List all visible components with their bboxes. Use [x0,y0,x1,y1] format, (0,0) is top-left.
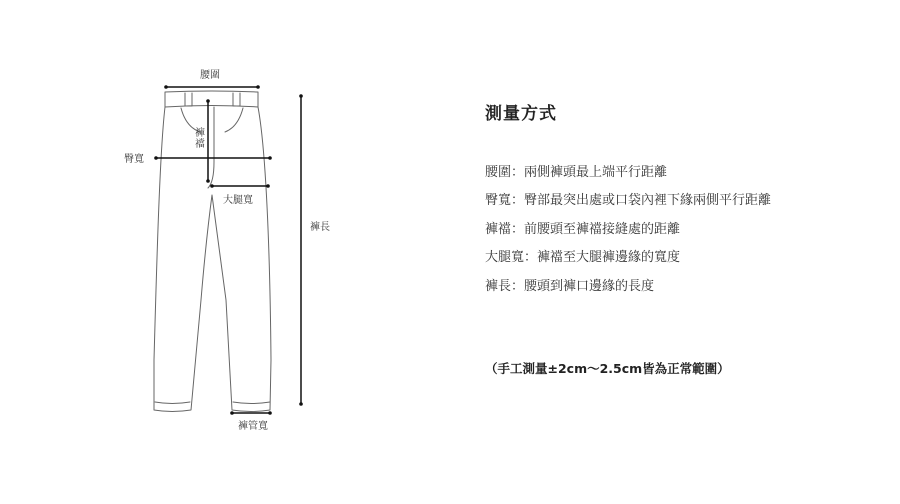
guide-title: 測量方式 [485,104,557,124]
label-hip: 臀寬 [124,154,144,165]
definition-thigh: 大腿寬：褲襠至大腿褲邊緣的寬度 [485,250,681,265]
waistband-outline [165,91,258,107]
waist-endpoint-left [164,85,168,89]
hem-endpoint-left [230,411,234,415]
length-endpoint-top [299,94,303,98]
front-pocket-right [225,108,243,132]
thigh-endpoint-left [210,184,214,188]
definition-rise: 褲襠：前腰頭至褲襠接縫處的距離 [485,222,681,237]
waist-endpoint-right [256,85,260,89]
measurement-guide-panel [485,0,885,500]
label-length: 褲長 [310,222,330,233]
label-hem: 褲管寬 [238,421,268,432]
tolerance-note: （手工測量±2cm～2.5cm皆為正常範圍） [485,361,730,376]
label-waist: 腰圍 [200,70,220,81]
hip-endpoint-left [154,156,158,160]
hip-endpoint-right [268,156,272,160]
length-endpoint-bottom [299,402,303,406]
label-thigh: 大腿寬 [223,195,253,206]
pants-outline [154,107,271,412]
hem-cuff-left [155,402,190,404]
definition-length: 褲長：腰頭到褲口邊緣的長度 [485,279,655,294]
fly-seam [208,107,214,188]
belt-loop-left [185,93,192,106]
thigh-endpoint-right [266,184,270,188]
rise-endpoint-bottom [206,179,210,183]
rise-endpoint-top [206,99,210,103]
belt-loop-right [233,93,240,106]
definition-hip: 臀寬：臀部最突出處或口袋內裡下緣兩側平行距離 [485,193,772,208]
label-rise: 褲襠 [195,128,205,150]
hem-endpoint-right [268,411,272,415]
hem-cuff-right [233,402,270,404]
definition-waist: 腰圍：兩側褲頭最上端平行距離 [485,165,668,180]
